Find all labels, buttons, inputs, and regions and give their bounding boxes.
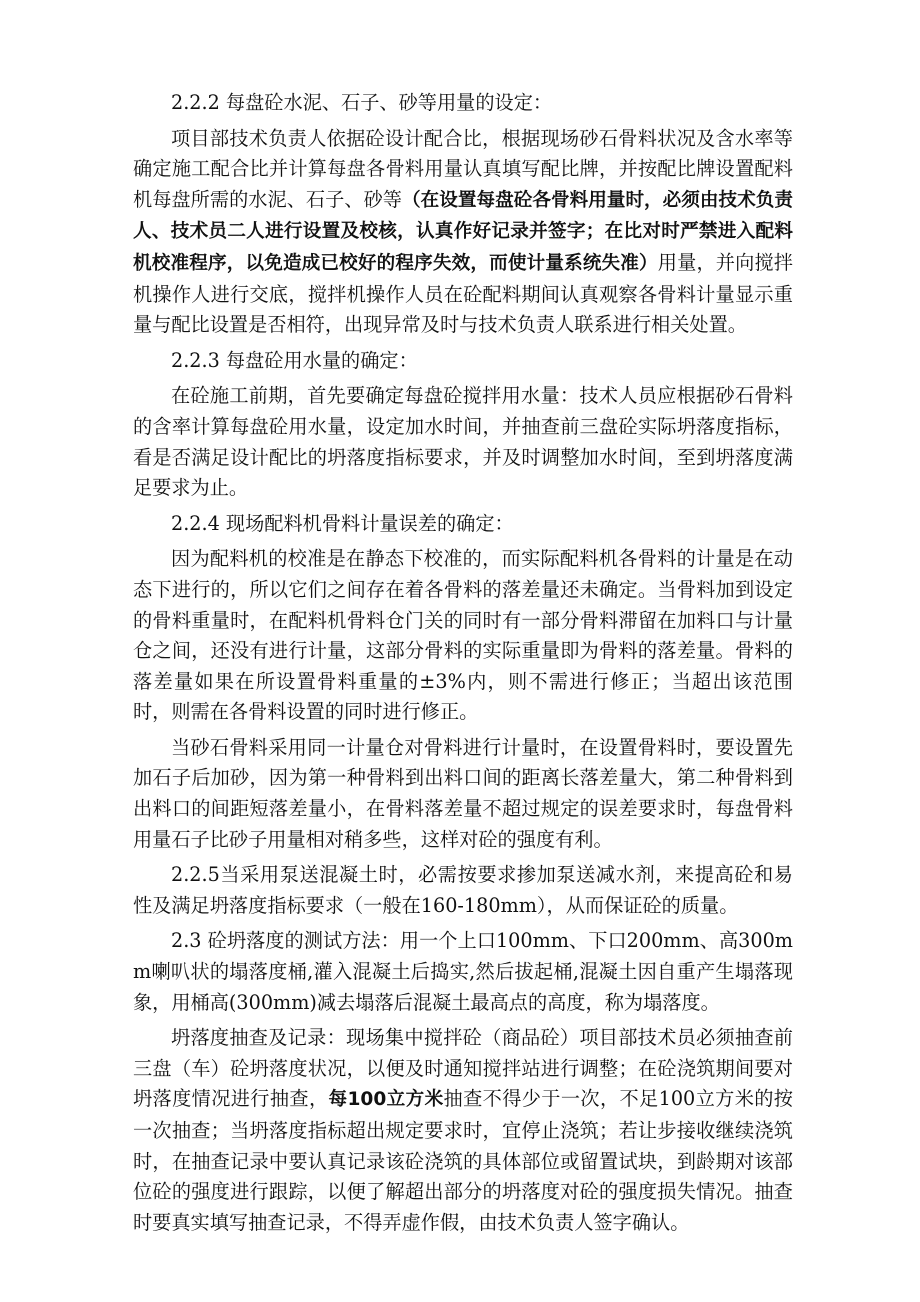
document-page	[133, 88, 793, 1238]
bold-emphasis: 每100立方米	[328, 1089, 444, 1111]
paragraph-2-2-3: 在砼施工前期，首先要确定每盘砼搅拌用水量：技术人员应根据砂石骨料的含率计算每盘砼用水量，设定加水时间，并抽查前三盘砼实际坍落度指标，看是否满足设计配比的坍落度指标要求，并及时调整加水时间，至到坍落度满足要求为止。	[133, 384, 793, 500]
paragraph-text: 用量，并向搅拌机操作人进行交底，搅拌机操作人员在砼配料期间认真观察各骨料计量显示重量与配比设置是否相符，出现异常及时与技术负责人联系进行相关处置。	[133, 250, 793, 337]
paragraph-2-2-4-a: 因为配料机的校准是在静态下校准的，而实际配料机各骨料的计量是在动态下进行的，所以它们之间存在着各骨料的落差量还未确定。当骨料加到设定的骨料重量时，在配料机骨料仓门关的同时有一部分骨料滞留在加料口与计量仓之间，还没有进行计量，这部分骨料的实际重量即为骨料的落差量。骨料的落差量如果在所设置骨料重量的±3%内，则不需进行修正；当超出该范围时，则需在各骨料设置的同时进行修正。	[133, 547, 793, 724]
paragraph-2-2-4-b: 当砂石骨料采用同一计量仓对骨料进行计量时，在设置骨料时，要设置先加石子后加砂，因为第一种骨料到出料口间的距离长落差量大，第二种骨料到出料口的间距短落差量小，在骨料落差量不超过规定的误差要求时，每盘骨料用量石子比砂子用量相对稍多些，这样对砼的强度有利。	[133, 735, 793, 851]
paragraph-text: 抽查不得少于一次，不足100立方米的按一次抽查；当坍落度指标超出规定要求时，宜停止浇筑；若让步接收继续浇筑时，在抽查记录中要认真记录该砼浇筑的具体部位或留置试块，到龄期对该部位砼的强度进行跟踪，以便了解超出部分的坍落度对砼的强度损失情况。抽查时要真实填写抽查记录，不得弄虚作假，由技术负责人签字确认。	[133, 1087, 793, 1234]
section-heading-2-2-3: 2.2.3 每盘砼用水量的确定：	[171, 348, 418, 372]
paragraph-2-2-2	[133, 124, 793, 341]
section-heading-2-2-4: 2.2.4 现场配料机骨料计量误差的确定：	[171, 511, 514, 535]
paragraph-slump-check	[133, 1023, 793, 1238]
paragraph-text: 项目部技术负责人依据砼设计配合比，根据现场砂石骨料状况及含水率等确定施工配合比并计算每盘各骨料用量认真填写配比牌，并按配比牌设置配料机每盘所需的水泥、石子、砂等	[133, 126, 793, 211]
bold-emphasis: （在设置每盘砼各骨料用量时，必须由技术负责人、技术员二人进行设置及校核，认真作好记录并签字；在比对时严禁进入配料机校准程序，以免造成已校好的程序失效，而使计量系统失准）	[133, 189, 793, 274]
paragraph-2-2-5: 2.2.5当采用泵送混凝土时，必需按要求掺加泵送减水剂，来提高砼和易性及满足坍落度指标要求（一般在160-180mm），从而保证砼的质量。	[133, 863, 793, 917]
paragraph-text: 坍落度抽查及记录：现场集中搅拌砼（商品砼）项目部技术员必须抽查前三盘（车）砼坍落度状况，以便及时通知搅拌站进行调整；在砼浇筑期间要对坍落度情况进行抽查，	[133, 1026, 793, 1111]
section-heading-2-2-2: 2.2.2 每盘砼水泥、石子、砂等用量的设定：	[171, 91, 553, 114]
paragraph-2-3: 2.3 砼坍落度的测试方法：用一个上口100mm、下口200mm、高300mm喇叭状的塌落度桶,灌入混凝土后捣实,然后拔起桶,混凝土因自重产生塌落现象，用桶高(300mm)减去塌落后混凝土最高点的高度，称为塌落度。	[133, 929, 793, 1014]
